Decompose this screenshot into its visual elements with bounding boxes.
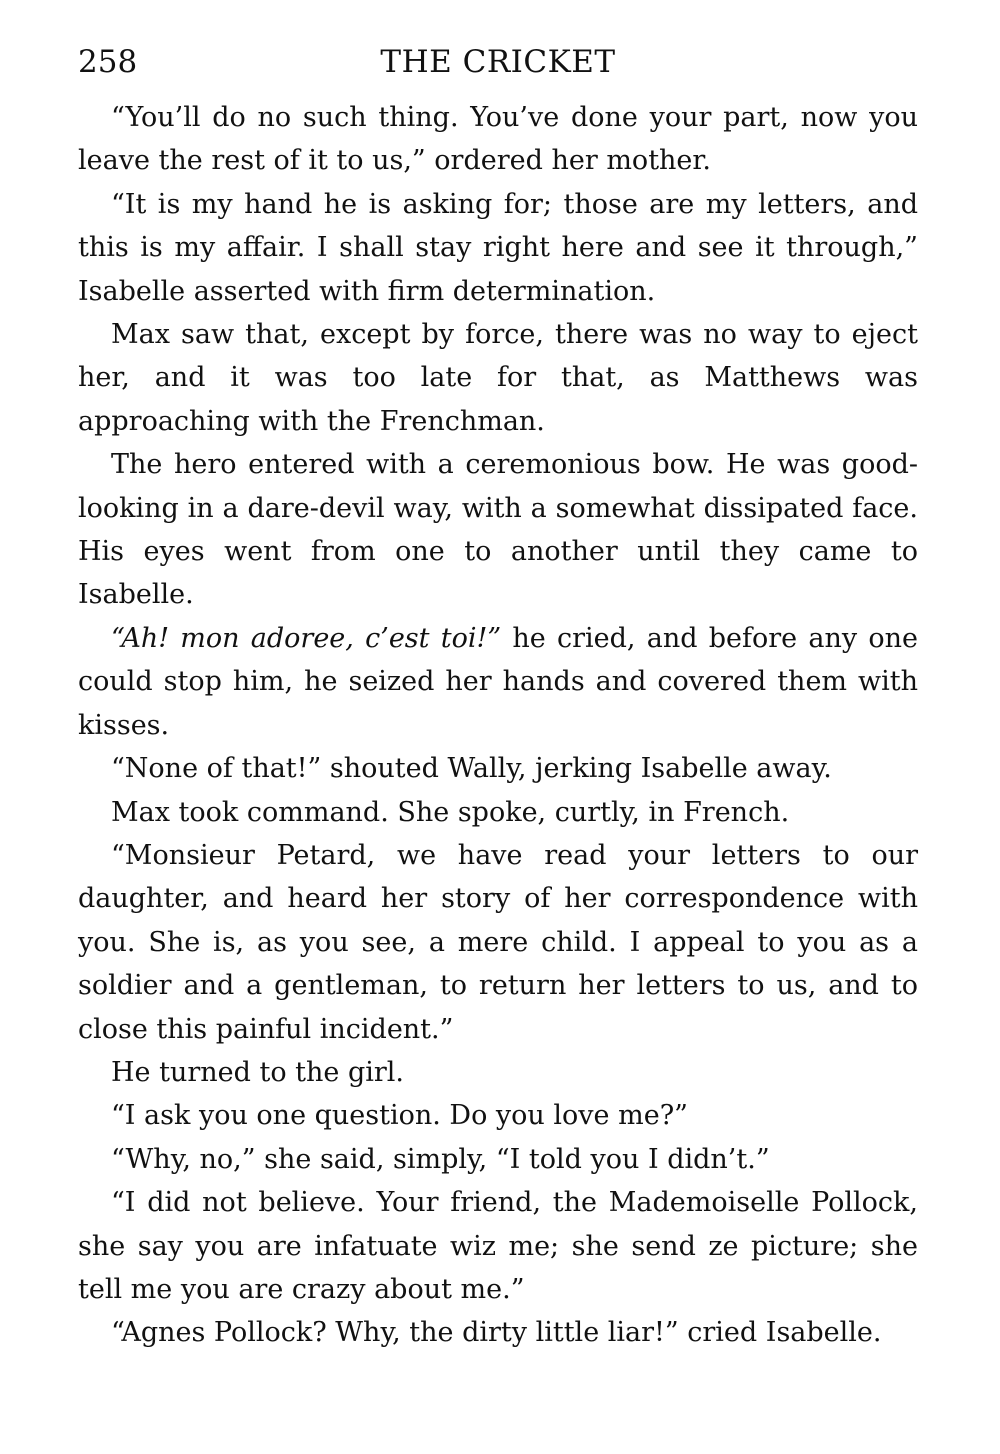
paragraph-text: “None of that!” shouted Wally, jerking Isabelle away. — [111, 753, 832, 785]
paragraph-text: “You’ll do no such thing. You’ve done your part, now you leave the rest of it to us,” ordered her mother. — [78, 102, 918, 177]
paragraph-text: “I did not believe. Your friend, the Mademoiselle Pollock, she say you are infatuate wiz me; she send ze picture; she tell me you are crazy about me.” — [78, 1187, 918, 1305]
paragraph — [78, 443, 918, 617]
paragraph — [78, 1094, 918, 1137]
paragraph-text: Max saw that, except by force, there was no way to eject her, and it was too late for that, as Matthews was approaching with the Frenchman. — [78, 319, 918, 437]
paragraph — [78, 617, 918, 747]
paragraph-text: “I ask you one question. Do you love me?” — [111, 1100, 688, 1132]
text-body — [78, 96, 918, 1355]
book-title: THE CRICKET — [380, 44, 616, 80]
paragraph-text: he cried, and before any one could stop him, he seized her hands and covered them with kisses. — [78, 622, 918, 741]
paragraph-text: “It is my hand he is asking for; those are my letters, and this is my affair. I shall stay right here and see it through,” Isabelle asserted with firm determination. — [78, 188, 918, 307]
paragraph — [78, 791, 918, 834]
paragraph — [78, 313, 918, 443]
french-exclamation: “Ah! mon adoree, c’est toi!” — [111, 622, 502, 654]
paragraph-text: “Monsieur Petard, we have read your letters to our daughter, and heard her story of her correspondence with you. She is, as you see, a mere child. I appeal to you as a soldier and a gentleman, to return her letters to us, and to close this painful incident.” — [78, 839, 918, 1045]
paragraph-text: Max took command. She spoke, curtly, in French. — [111, 796, 790, 828]
paragraph — [78, 1138, 918, 1181]
page-number: 258 — [78, 44, 138, 80]
paragraph-text: “Why, no,” she said, simply, “I told you I didn’t.” — [111, 1143, 770, 1175]
paragraph — [78, 747, 918, 790]
paragraph-text: “Agnes Pollock? Why, the dirty little liar!” cried Isabelle. — [111, 1317, 882, 1349]
paragraph — [78, 1051, 918, 1094]
paragraph-text: The hero entered with a ceremonious bow. He was good-looking in a dare-devil way, with a somewhat dissipated face. His eyes went from one to another until they came to Isabelle. — [78, 449, 918, 611]
paragraph — [78, 183, 918, 313]
paragraph-text: He turned to the girl. — [111, 1056, 405, 1088]
paragraph — [78, 834, 918, 1051]
paragraph — [78, 1181, 918, 1311]
paragraph — [78, 96, 918, 183]
paragraph — [78, 1311, 918, 1354]
running-head — [78, 40, 918, 84]
